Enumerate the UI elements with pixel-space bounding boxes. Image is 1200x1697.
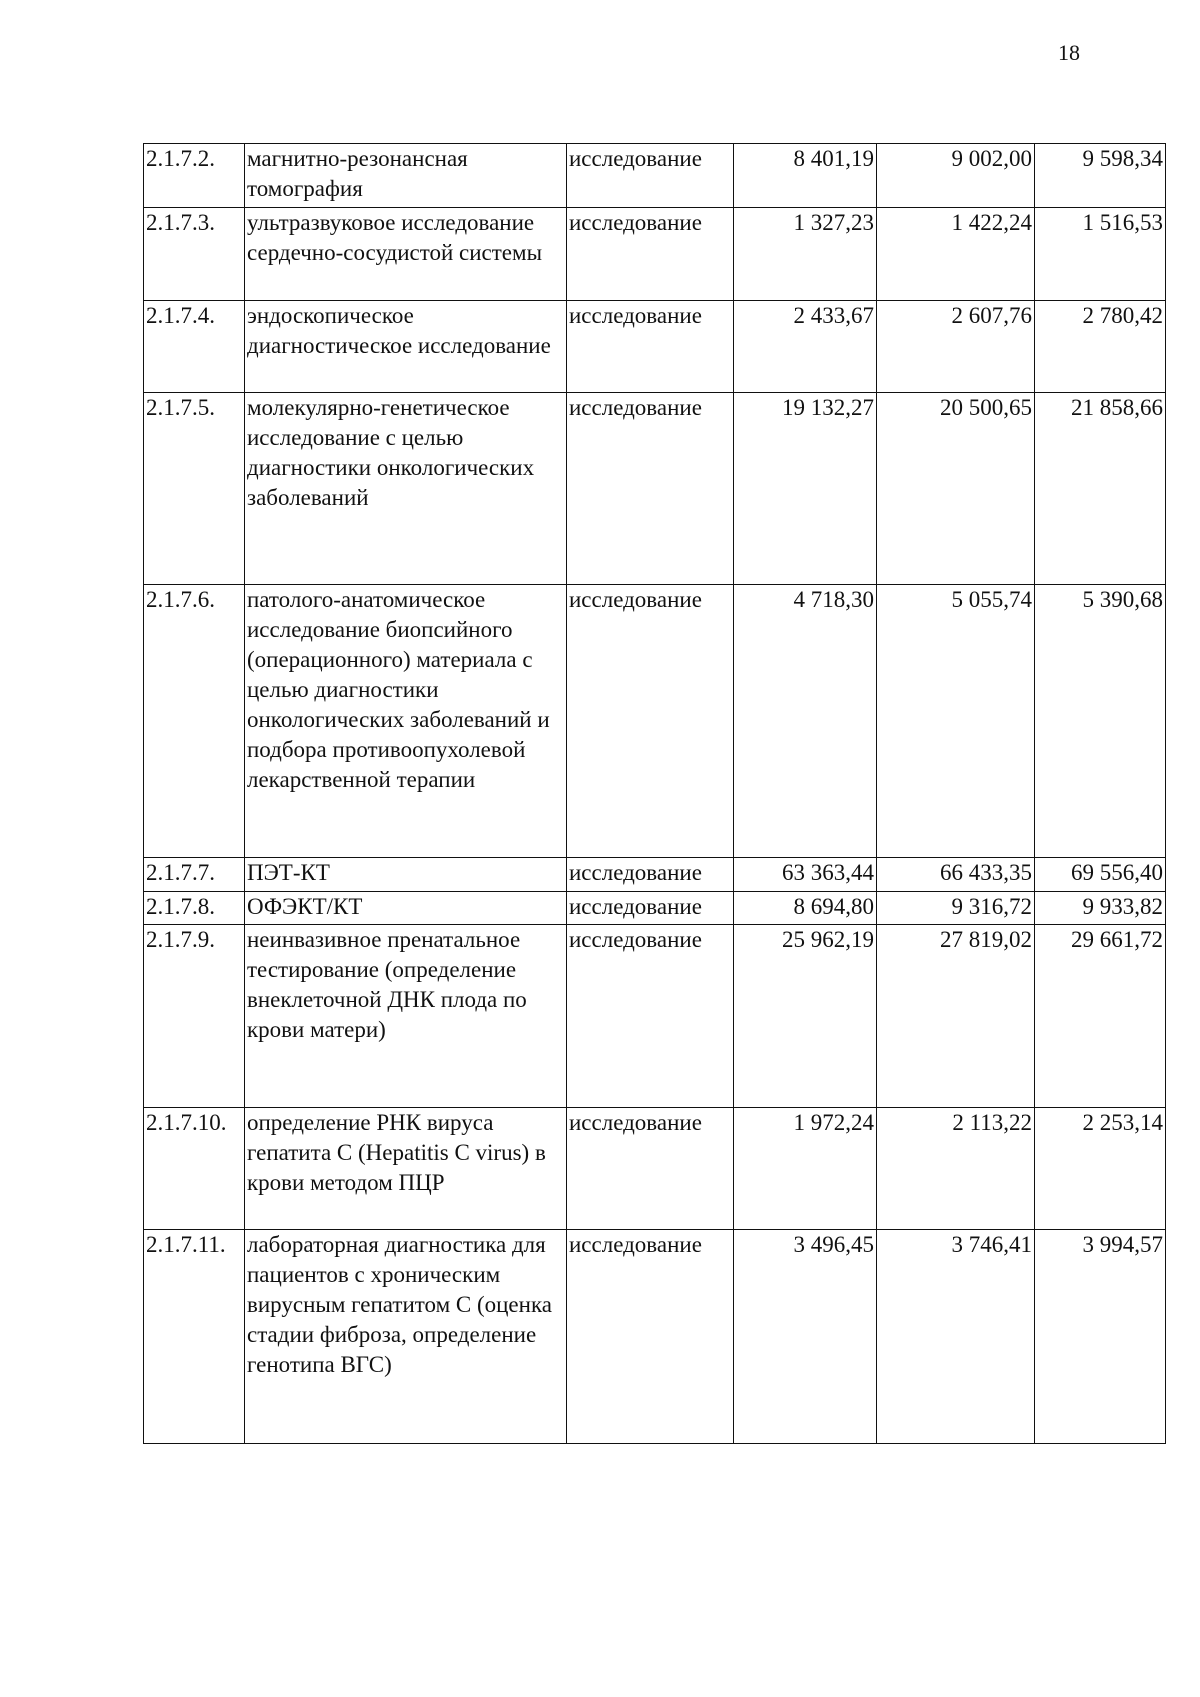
row-value-3: 3 994,57 xyxy=(1035,1230,1166,1444)
row-value-2: 5 055,74 xyxy=(877,585,1035,858)
row-value-1: 63 363,44 xyxy=(734,858,877,892)
row-unit: исследование xyxy=(567,208,734,301)
row-value-2: 27 819,02 xyxy=(877,925,1035,1108)
row-name: неинвазивное пренатальное тестирование (определение внеклеточной ДНК плода по крови матери) xyxy=(245,925,567,1108)
row-unit: исследование xyxy=(567,301,734,393)
row-unit: исследование xyxy=(567,858,734,892)
row-value-1: 1 972,24 xyxy=(734,1108,877,1230)
row-code: 2.1.7.2. xyxy=(144,144,245,208)
row-value-2: 2 113,22 xyxy=(877,1108,1035,1230)
row-name: ультразвуковое исследование сердечно-сосудистой системы xyxy=(245,208,567,301)
row-unit: исследование xyxy=(567,1230,734,1444)
row-unit: исследование xyxy=(567,585,734,858)
table-row xyxy=(144,585,1166,858)
row-unit: исследование xyxy=(567,1108,734,1230)
row-value-3: 5 390,68 xyxy=(1035,585,1166,858)
row-value-3: 2 780,42 xyxy=(1035,301,1166,393)
table-row xyxy=(144,892,1166,925)
row-name: определение РНК вируса гепатита С (Hepatitis C virus) в крови методом ПЦР xyxy=(245,1108,567,1230)
row-value-2: 9 002,00 xyxy=(877,144,1035,208)
row-value-3: 9 598,34 xyxy=(1035,144,1166,208)
row-value-1: 4 718,30 xyxy=(734,585,877,858)
row-unit: исследование xyxy=(567,892,734,925)
page-number: 18 xyxy=(1058,40,1080,65)
row-unit: исследование xyxy=(567,393,734,585)
row-unit: исследование xyxy=(567,144,734,208)
row-code: 2.1.7.5. xyxy=(144,393,245,585)
row-code: 2.1.7.6. xyxy=(144,585,245,858)
row-value-2: 20 500,65 xyxy=(877,393,1035,585)
row-code: 2.1.7.10. xyxy=(144,1108,245,1230)
row-value-2: 2 607,76 xyxy=(877,301,1035,393)
row-value-3: 69 556,40 xyxy=(1035,858,1166,892)
row-code: 2.1.7.4. xyxy=(144,301,245,393)
row-code: 2.1.7.7. xyxy=(144,858,245,892)
table-row xyxy=(144,1230,1166,1444)
row-value-2: 66 433,35 xyxy=(877,858,1035,892)
table-row xyxy=(144,144,1166,208)
row-name: эндоскопическое диагностическое исследование xyxy=(245,301,567,393)
row-name: магнитно-резонансная томография xyxy=(245,144,567,208)
row-value-1: 19 132,27 xyxy=(734,393,877,585)
table-row xyxy=(144,1108,1166,1230)
row-value-3: 2 253,14 xyxy=(1035,1108,1166,1230)
row-value-1: 2 433,67 xyxy=(734,301,877,393)
table-row xyxy=(144,393,1166,585)
row-code: 2.1.7.9. xyxy=(144,925,245,1108)
row-value-3: 29 661,72 xyxy=(1035,925,1166,1108)
row-value-3: 9 933,82 xyxy=(1035,892,1166,925)
row-value-2: 9 316,72 xyxy=(877,892,1035,925)
row-name: патолого-анатомическое исследование биопсийного (операционного) материала с целью диагностики онкологических заболеваний и подбора противоопухолевой лекарственной терапии xyxy=(245,585,567,858)
row-value-1: 3 496,45 xyxy=(734,1230,877,1444)
row-value-1: 8 401,19 xyxy=(734,144,877,208)
row-value-1: 8 694,80 xyxy=(734,892,877,925)
row-value-2: 1 422,24 xyxy=(877,208,1035,301)
row-code: 2.1.7.11. xyxy=(144,1230,245,1444)
table-row xyxy=(144,858,1166,892)
row-value-1: 25 962,19 xyxy=(734,925,877,1108)
row-value-1: 1 327,23 xyxy=(734,208,877,301)
row-name: ОФЭКТ/КТ xyxy=(245,892,567,925)
row-unit: исследование xyxy=(567,925,734,1108)
row-name: лабораторная диагностика для пациентов с хроническим вирусным гепатитом С (оценка стадии фиброза, определение генотипа ВГС) xyxy=(245,1230,567,1444)
row-value-2: 3 746,41 xyxy=(877,1230,1035,1444)
row-name: молекулярно-генетическое исследование с целью диагностики онкологических заболеваний xyxy=(245,393,567,585)
row-name: ПЭТ-КТ xyxy=(245,858,567,892)
row-code: 2.1.7.3. xyxy=(144,208,245,301)
row-value-3: 1 516,53 xyxy=(1035,208,1166,301)
tariff-table xyxy=(143,143,1166,1444)
table-row xyxy=(144,208,1166,301)
row-code: 2.1.7.8. xyxy=(144,892,245,925)
table-row xyxy=(144,925,1166,1108)
table-row xyxy=(144,301,1166,393)
row-value-3: 21 858,66 xyxy=(1035,393,1166,585)
